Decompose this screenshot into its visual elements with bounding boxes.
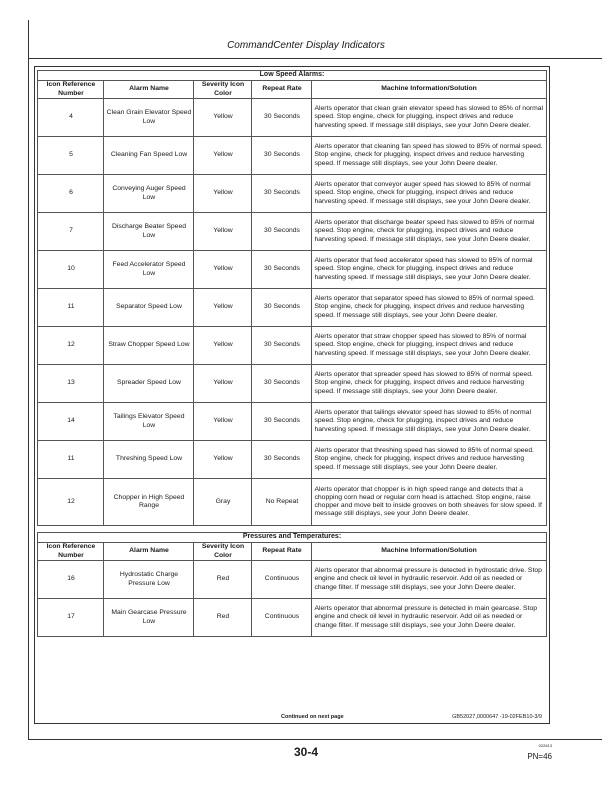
icon-reference-number: 14	[38, 403, 104, 441]
repeat-rate: 30 Seconds	[252, 365, 312, 403]
alarm-name: Hydrostatic Charge Pressure Low	[104, 561, 194, 599]
repeat-rate: 30 Seconds	[252, 441, 312, 479]
table-row	[38, 289, 546, 327]
col-header-repeat-rate: Repeat Rate	[252, 543, 312, 561]
table-row	[38, 213, 546, 251]
table-row	[38, 403, 546, 441]
document-code: GB52027,0000647 -19-02FEB10-3/9	[452, 714, 542, 720]
icon-reference-number: 17	[38, 599, 104, 637]
col-header-ref: Icon Reference Number	[38, 543, 104, 561]
icon-reference-number: 12	[38, 479, 104, 526]
section-title-row	[38, 533, 546, 543]
page-number: 30-4	[293, 745, 319, 759]
repeat-rate: Continuous	[252, 599, 312, 637]
table-row	[38, 599, 546, 637]
machine-information: Alerts operator that straw chopper speed has slowed to 85% of normal speed. Stop engine, check for plugging, inspect drives and reduce harvesting speed. If message still displays, see your John Deere dealer.	[312, 327, 546, 365]
alarm-name: Spreader Speed Low	[104, 365, 194, 403]
icon-reference-number: 10	[38, 251, 104, 289]
table-row	[38, 479, 546, 526]
column-header-row	[38, 543, 546, 561]
machine-information: Alerts operator that discharge beater speed has slowed to 85% of normal speed. Stop engine, check for plugging, inspect drives and reduce harvesting speed. If message still displays, see your John Deere dealer.	[312, 213, 546, 251]
alarm-name: Straw Chopper Speed Low	[104, 327, 194, 365]
machine-information: Alerts operator that conveyor auger speed has slowed to 85% of normal speed. Stop engine, check for plugging, inspect drives and reduce harvesting speed. If message still displays, see your John Deere dealer.	[312, 175, 546, 213]
machine-information: Alerts operator that abnormal pressure is detected in main gearcase. Stop engine and check oil level in hydraulic reservoir. Add oil as needed or change filter. If message still displays, see your John Deere dealer.	[312, 599, 546, 637]
machine-information: Alerts operator that abnormal pressure is detected in hydrostatic drive. Stop engine and check oil level in hydraulic reservoir. Add oil as needed or change filter. If message still displays, see your John Deere dealer.	[312, 561, 546, 599]
col-header-severity-color: Severity Icon Color	[194, 81, 252, 99]
icon-reference-number: 7	[38, 213, 104, 251]
table-row	[38, 365, 546, 403]
repeat-rate: 30 Seconds	[252, 327, 312, 365]
severity-icon-color: Yellow	[194, 175, 252, 213]
table-row	[38, 561, 546, 599]
repeat-rate: 30 Seconds	[252, 251, 312, 289]
section-title-row	[38, 71, 546, 81]
severity-icon-color: Yellow	[194, 289, 252, 327]
alarm-name: Clean Grain Elevator Speed Low	[104, 99, 194, 137]
icon-reference-number: 5	[38, 137, 104, 175]
col-header-alarm-name: Alarm Name	[104, 543, 194, 561]
alarms-table	[37, 70, 546, 526]
repeat-rate: 30 Seconds	[252, 213, 312, 251]
col-header-repeat-rate: Repeat Rate	[252, 81, 312, 99]
severity-icon-color: Yellow	[194, 213, 252, 251]
col-header-machine-info: Machine Information/Solution	[312, 81, 546, 99]
repeat-rate: 30 Seconds	[252, 99, 312, 137]
alarm-name: Main Gearcase Pressure Low	[104, 599, 194, 637]
pn-label: PN=46	[527, 752, 552, 761]
alarm-name: Feed Accelerator Speed Low	[104, 251, 194, 289]
machine-information: Alerts operator that cleaning fan speed has slowed to 85% of normal speed. Stop engine, check for plugging, inspect drives and reduce harvesting speed. If message still displays, see your John Deere dealer.	[312, 137, 546, 175]
section-title: Low Speed Alarms:	[38, 71, 546, 81]
machine-information: Alerts operator that tailings elevator speed has slowed to 85% of normal speed. Stop engine, check for plugging, inspect drives and reduce harvesting speed. If message still displays, see your John Deere dealer.	[312, 403, 546, 441]
column-header-row	[38, 81, 546, 99]
table-row	[38, 137, 546, 175]
page-header-title: CommandCenter Display Indicators	[227, 40, 385, 51]
table-row	[38, 251, 546, 289]
left-margin-rule	[28, 20, 29, 740]
section-title: Pressures and Temperatures:	[38, 533, 546, 543]
table-row	[38, 441, 546, 479]
continued-note: Continued on next page	[281, 714, 344, 720]
icon-reference-number: 11	[38, 441, 104, 479]
severity-icon-color: Yellow	[194, 327, 252, 365]
alarm-name: Chopper in High Speed Range	[104, 479, 194, 526]
alarm-name: Discharge Beater Speed Low	[104, 213, 194, 251]
alarm-name: Tailings Elevator Speed Low	[104, 403, 194, 441]
icon-reference-number: 16	[38, 561, 104, 599]
severity-icon-color: Yellow	[194, 137, 252, 175]
severity-icon-color: Yellow	[194, 441, 252, 479]
tiny-code: 022613	[538, 743, 552, 748]
table-row	[38, 175, 546, 213]
footer-rule	[28, 739, 602, 740]
repeat-rate: 30 Seconds	[252, 175, 312, 213]
icon-reference-number: 13	[38, 365, 104, 403]
content-frame	[34, 66, 550, 724]
col-header-alarm-name: Alarm Name	[104, 81, 194, 99]
machine-information: Alerts operator that threshing speed has slowed to 85% of normal speed. Stop engine, check for plugging, inspect drives and reduce harvesting speed. If message still displays, see your John Deere dealer.	[312, 441, 546, 479]
header-rule	[28, 58, 602, 59]
machine-information: Alerts operator that chopper is in high speed range and detects that a chopping corn head or regular corn head is attached. Stop engine, raise chopper and move belt to inside grooves on both sheaves for slow speed. If message still displays, see your John Deere dealer.	[312, 479, 546, 526]
severity-icon-color: Yellow	[194, 403, 252, 441]
repeat-rate: No Repeat	[252, 479, 312, 526]
icon-reference-number: 4	[38, 99, 104, 137]
severity-icon-color: Red	[194, 561, 252, 599]
icon-reference-number: 6	[38, 175, 104, 213]
repeat-rate: 30 Seconds	[252, 403, 312, 441]
icon-reference-number: 12	[38, 327, 104, 365]
machine-information: Alerts operator that separator speed has slowed to 85% of normal speed. Stop engine, check for plugging, inspect drives and reduce harvesting speed. If message still displays, see your John Deere dealer.	[312, 289, 546, 327]
severity-icon-color: Yellow	[194, 251, 252, 289]
alarm-name: Separator Speed Low	[104, 289, 194, 327]
severity-icon-color: Red	[194, 599, 252, 637]
table-row	[38, 99, 546, 137]
severity-icon-color: Gray	[194, 479, 252, 526]
repeat-rate: Continuous	[252, 561, 312, 599]
col-header-machine-info: Machine Information/Solution	[312, 543, 546, 561]
machine-information: Alerts operator that clean grain elevator speed has slowed to 85% of normal speed. Stop engine, check for plugging, inspect drives and reduce harvesting speed. If message still displays, see your John Deere dealer.	[312, 99, 546, 137]
machine-information: Alerts operator that spreader speed has slowed to 85% of normal speed. Stop engine, check for plugging, inspect drives and reduce harvesting speed. If message still displays, see your John Deere dealer.	[312, 365, 546, 403]
col-header-ref: Icon Reference Number	[38, 81, 104, 99]
alarm-name: Cleaning Fan Speed Low	[104, 137, 194, 175]
alarm-name: Threshing Speed Low	[104, 441, 194, 479]
repeat-rate: 30 Seconds	[252, 137, 312, 175]
col-header-severity-color: Severity Icon Color	[194, 543, 252, 561]
pressures-table	[37, 532, 546, 637]
machine-information: Alerts operator that feed accelerator speed has slowed to 85% of normal speed. Stop engine, check for plugging, inspect drives and reduce harvesting speed. If message still displays, see your John Deere dealer.	[312, 251, 546, 289]
icon-reference-number: 11	[38, 289, 104, 327]
table-row	[38, 327, 546, 365]
repeat-rate: 30 Seconds	[252, 289, 312, 327]
severity-icon-color: Yellow	[194, 99, 252, 137]
severity-icon-color: Yellow	[194, 365, 252, 403]
alarm-name: Conveying Auger Speed Low	[104, 175, 194, 213]
